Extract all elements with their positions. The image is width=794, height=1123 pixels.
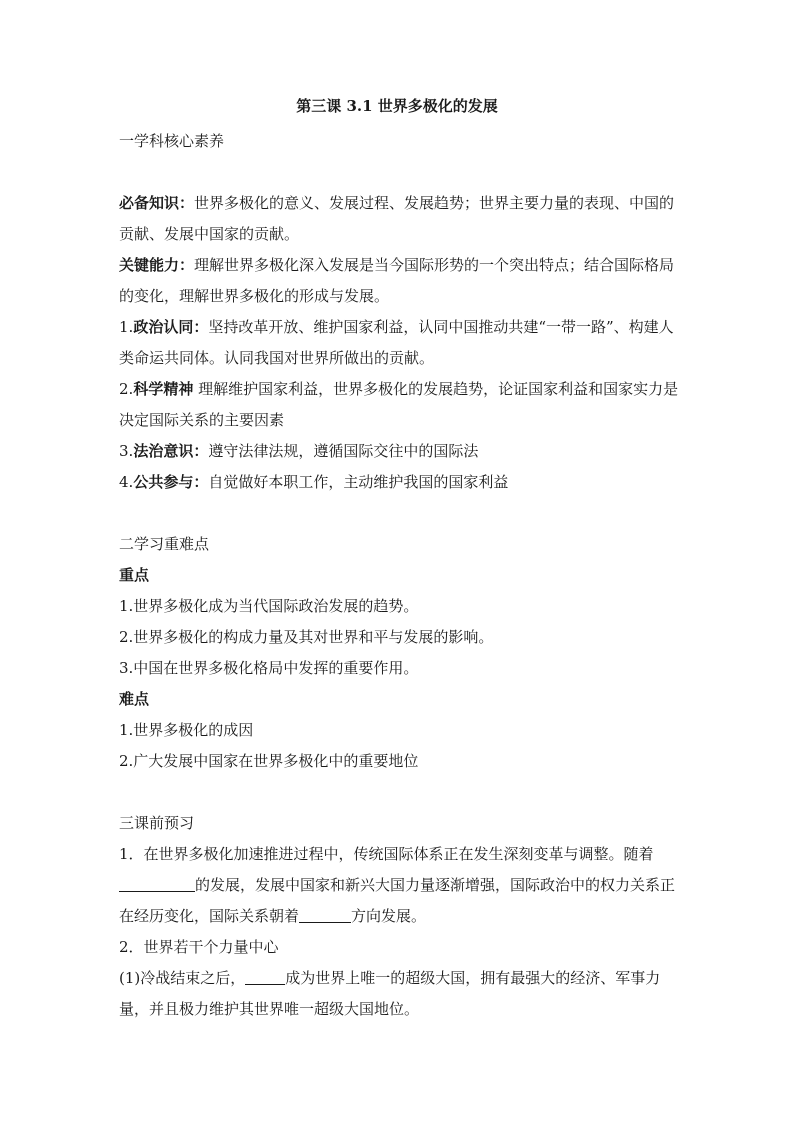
literacy-item-label: 政治认同： — [133, 318, 209, 336]
difficult-point-item: 2.广大发展中国家在世界多极化中的重要地位 — [119, 752, 419, 770]
literacy-item-rule-of-law: 3.法治意识：遵守法律法规，遵循国际交往中的国际法 — [119, 442, 479, 460]
required-knowledge-paragraph — [119, 188, 679, 250]
literacy-item-public-participation: 4.公共参与：自觉做好本职工作，主动维护我国的国家利益 — [119, 473, 509, 491]
literacy-item-political-identity: 1.政治认同：坚持改革开放、维护国家利益，认同中国推动共建“一带一路”、构建人类命运共同体。认同我国对世界所做出的贡献。 — [119, 318, 674, 367]
literacy-item-text: 自觉做好本职工作，主动维护我国的国家利益 — [208, 473, 509, 491]
key-points-label: 重点 — [119, 566, 150, 584]
literacy-item-label: 科学精神 — [133, 380, 194, 398]
key-ability-text: 理解世界多极化深入发展是当今国际形势的一个突出特点；结合国际格局的变化，理解世界多极化的形成与发展。 — [119, 256, 675, 305]
section-heading-key-difficult: 二学习重难点 — [119, 535, 210, 553]
literacy-item-text: 坚持改革开放、维护国家利益，认同中国推动共建“一带一路”、构建人类命运共同体。认同我国对世界所做出的贡献。 — [119, 318, 674, 367]
page-title: 第三课 3.1 世界多极化的发展 — [296, 97, 498, 115]
literacy-item-text: 理解维护国家利益，世界多极化的发展趋势，论证国家利益和国家实力是决定国际关系的主要因素 — [119, 380, 679, 429]
preview-question-2: 2．世界若干个力量中心 — [119, 938, 279, 956]
key-ability-paragraph — [119, 250, 679, 312]
fill-blank[interactable] — [299, 906, 351, 923]
key-ability-label: 关键能力： — [119, 256, 195, 274]
key-point-item: 3.中国在世界多极化格局中发挥的重要作用。 — [119, 659, 419, 677]
section-heading-core-literacy: 一学科核心素养 — [119, 132, 225, 150]
fill-blank[interactable] — [245, 968, 285, 985]
document-body — [119, 126, 679, 1025]
section-heading-preview: 三课前预习 — [119, 814, 195, 832]
literacy-item-scientific-spirit: 2.科学精神 理解维护国家利益，世界多极化的发展趋势，论证国家利益和国家实力是决定国际关系的主要因素 — [119, 380, 679, 429]
key-point-item: 2.世界多极化的构成力量及其对世界和平与发展的影响。 — [119, 628, 494, 646]
required-knowledge-text: 世界多极化的意义、发展过程、发展趋势；世界主要力量的表现、中国的贡献、发展中国家的贡献。 — [119, 194, 675, 243]
preview-question-1: 1．在世界多极化加速推进过程中，传统国际体系正在发生深刻变革与调整。随着的发展，发展中国家和新兴大国力量逐渐增强，国际政治中的权力关系正在经历变化，国际关系朝着 方向发展。 — [119, 845, 676, 925]
fill-blank[interactable] — [119, 875, 195, 892]
preview-question-2-1: (1)冷战结束之后， 成为世界上唯一的超级大国，拥有最强大的经济、军事力量，并且极力维护其世界唯一超级大国地位。 — [119, 969, 661, 1018]
literacy-item-text: 遵守法律法规，遵循国际交往中的国际法 — [208, 442, 479, 460]
difficult-point-item: 1.世界多极化的成因 — [119, 721, 254, 739]
literacy-item-label: 法治意识： — [133, 442, 209, 460]
required-knowledge-label: 必备知识： — [119, 194, 195, 212]
literacy-item-label: 公共参与： — [133, 473, 209, 491]
difficult-points-label: 难点 — [119, 690, 150, 708]
key-point-item: 1.世界多极化成为当代国际政治发展的趋势。 — [119, 597, 419, 615]
